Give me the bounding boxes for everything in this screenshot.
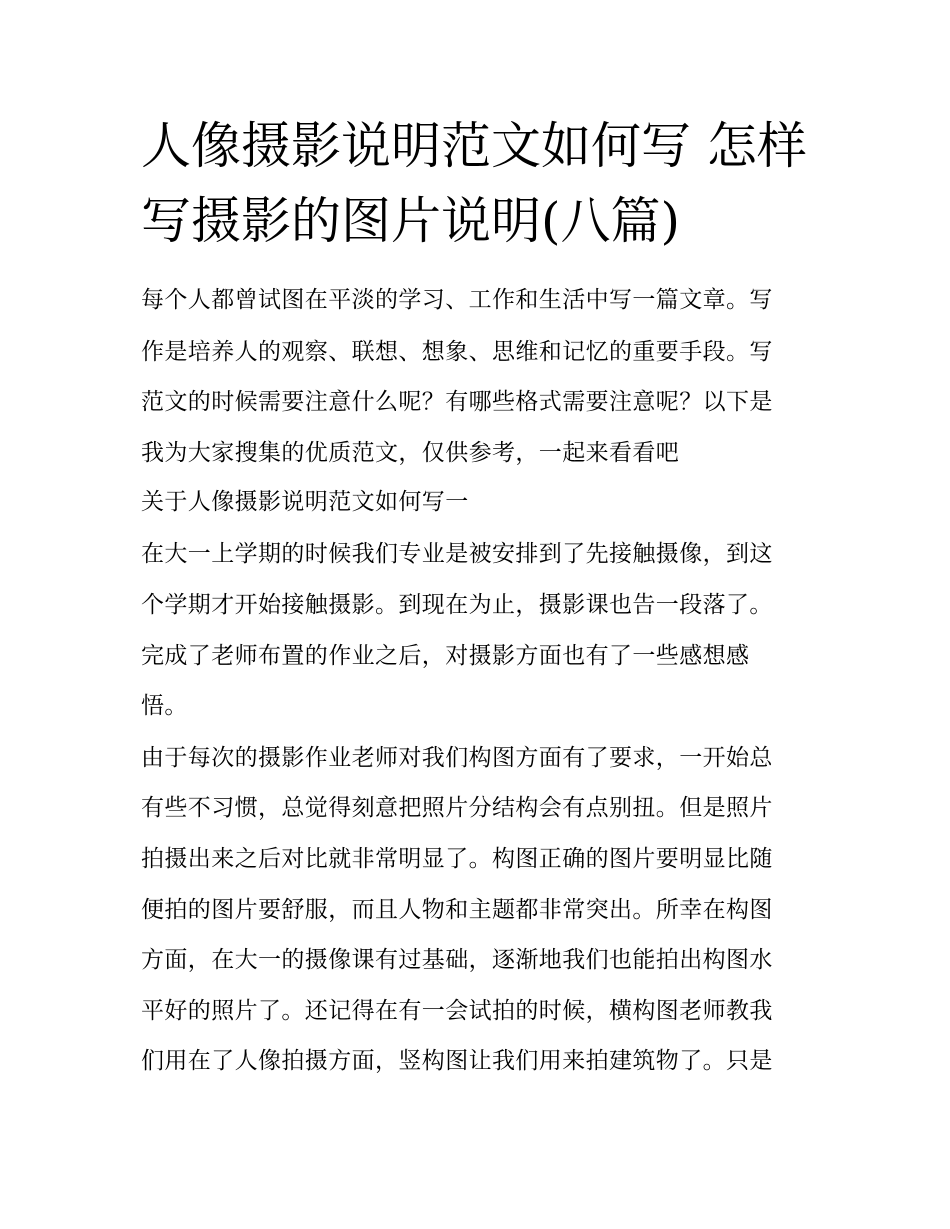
body-text-line: 范文的时候需要注意什么呢？有哪些格式需要注意呢？以下是 — [141, 389, 773, 415]
body-text-line: 便拍的图片要舒服，而且人物和主题都非常突出。所幸在构图 — [141, 897, 773, 923]
body-text-line: 方面，在大一的摄像课有过基础，逐渐地我们也能拍出构图水 — [141, 947, 773, 973]
body-text-line: 拍摄出来之后对比就非常明显了。构图正确的图片要明显比随 — [141, 846, 773, 872]
body-text-line: 完成了老师布置的作业之后，对摄影方面也有了一些感想感 — [141, 643, 750, 669]
body-text-line: 个学期才开始接触摄影。到现在为止，摄影课也告一段落了。 — [141, 592, 773, 618]
body-text-line: 悟。 — [141, 693, 188, 719]
body-text-line: 由于每次的摄影作业老师对我们构图方面有了要求，一开始总 — [141, 745, 773, 771]
document-title-line-2: 写摄影的图片说明(八篇) — [141, 192, 681, 250]
document-title-line-1: 人像摄影说明范文如何写 怎样 — [141, 117, 807, 175]
body-text-line: 平好的照片了。还记得在有一会试拍的时候，横构图老师教我 — [141, 998, 773, 1024]
body-text-line: 作是培养人的观察、联想、想象、思维和记忆的重要手段。写 — [141, 339, 773, 365]
body-text-line: 在大一上学期的时候我们专业是被安排到了先接触摄像，到这 — [141, 541, 773, 567]
section-heading: 关于人像摄影说明范文如何写一 — [141, 489, 469, 515]
body-text-line: 们用在了人像拍摄方面，竖构图让我们用来拍建筑物了。只是 — [141, 1048, 773, 1074]
body-text-line: 每个人都曾试图在平淡的学习、工作和生活中写一篇文章。写 — [141, 287, 773, 313]
body-text-line: 有些不习惯，总觉得刻意把照片分结构会有点别扭。但是照片 — [141, 795, 773, 821]
body-text-line: 我为大家搜集的优质范文，仅供参考，一起来看看吧 — [141, 440, 680, 466]
